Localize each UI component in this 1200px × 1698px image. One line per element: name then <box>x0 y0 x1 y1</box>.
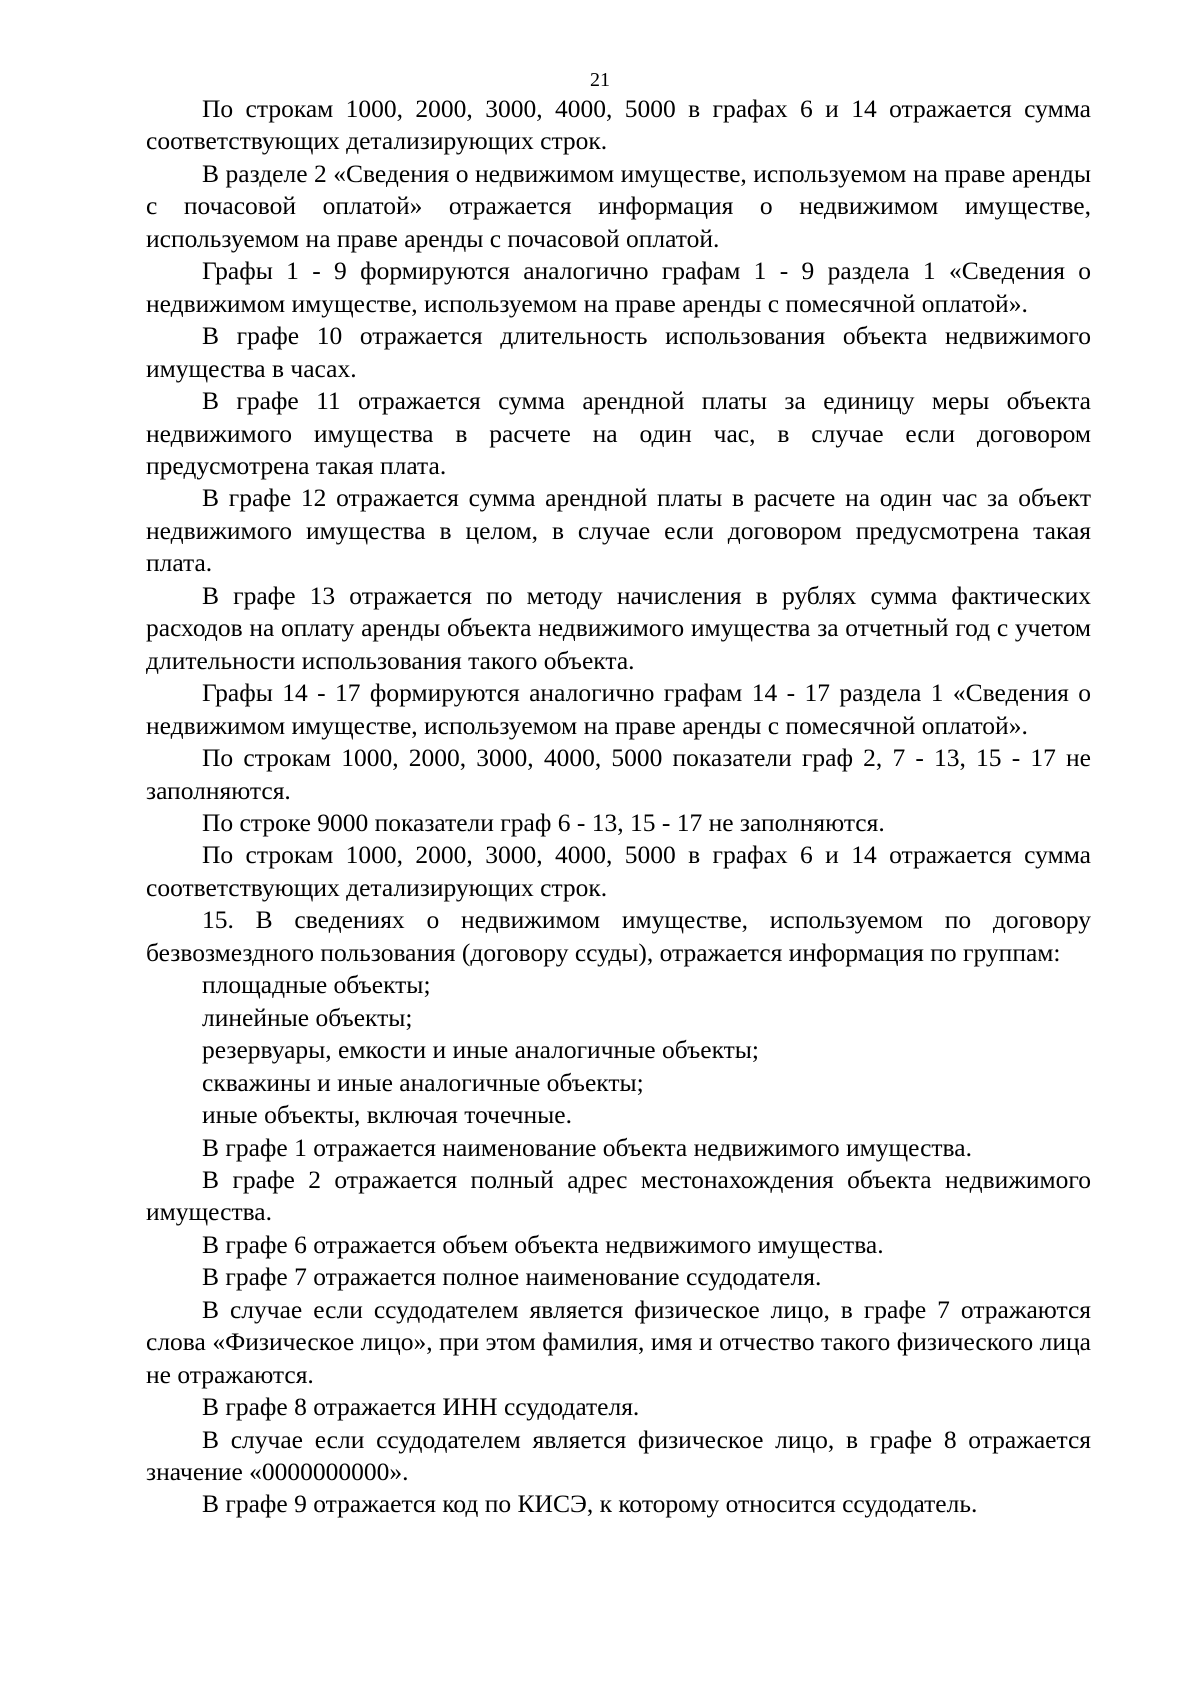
paragraph: По строкам 1000, 2000, 3000, 4000, 5000 показатели граф 2, 7 - 13, 15 - 17 не заполняются. <box>146 743 1091 805</box>
paragraph: 15. В сведениях о недвижимом имуществе, используемом по договору безвозмездного пользования (договору ссуды), отражается информация по группам: <box>146 905 1091 967</box>
paragraph: По строкам 1000, 2000, 3000, 4000, 5000 в графах 6 и 14 отражается сумма соответствующих детализирующих строк. <box>146 94 1091 156</box>
paragraph: В графе 6 отражается объем объекта недвижимого имущества. <box>202 1229 884 1259</box>
list-item: площадные объекты; <box>202 970 431 1000</box>
list-item: резервуары, емкости и иные аналогичные объекты; <box>202 1035 760 1065</box>
paragraph: В разделе 2 «Сведения о недвижимом имуществе, используемом на праве аренды с почасовой оплатой» отражается информация о недвижимом имуществе, используемом на праве аренды с почасовой оплатой. <box>146 158 1091 253</box>
paragraph: В графе 10 отражается длительность использования объекта недвижимого имущества в часах. <box>146 321 1091 383</box>
page-number: 21 <box>590 69 610 91</box>
document-body <box>146 93 1091 1521</box>
list-item: линейные объекты; <box>202 1002 413 1032</box>
paragraph: В графе 9 отражается код по КИСЭ, к которому относится ссудодатель. <box>202 1489 978 1519</box>
paragraph: В графе 13 отражается по методу начисления в рублях сумма фактических расходов на оплату аренды объекта недвижимого имущества за отчетный год с учетом длительности использования такого объекта. <box>146 580 1091 675</box>
paragraph: В случае если ссудодателем является физическое лицо, в графе 7 отражаются слова «Физическое лицо», при этом фамилия, имя и отчество такого физического лица не отражаются. <box>146 1294 1091 1389</box>
group-list <box>146 969 1091 1131</box>
paragraph: В графе 12 отражается сумма арендной платы в расчете на один час за объект недвижимого имущества в целом, в случае если договором предусмотрена такая плата. <box>146 483 1091 578</box>
paragraph: В графе 11 отражается сумма арендной платы за единицу меры объекта недвижимого имущества в расчете на один час, в случае если договором предусмотрена такая плата. <box>146 386 1091 480</box>
paragraph: В случае если ссудодателем является физическое лицо, в графе 8 отражается значение «0000000000». <box>146 1424 1091 1487</box>
paragraph: В графе 8 отражается ИНН ссудодателя. <box>202 1392 640 1422</box>
paragraph: Графы 14 - 17 формируются аналогично графам 14 - 17 раздела 1 «Сведения о недвижимом имуществе, используемом на праве аренды с помесячной оплатой». <box>146 678 1091 740</box>
paragraph: В графе 7 отражается полное наименование ссудодателя. <box>202 1262 822 1292</box>
paragraph: По строкам 1000, 2000, 3000, 4000, 5000 в графах 6 и 14 отражается сумма соответствующих детализирующих строк. <box>146 840 1091 902</box>
paragraph: Графы 1 - 9 формируются аналогично графам 1 - 9 раздела 1 «Сведения о недвижимом имуществе, используемом на праве аренды с помесячной оплатой». <box>146 256 1091 318</box>
list-item: иные объекты, включая точечные. <box>202 1100 572 1130</box>
paragraph: В графе 2 отражается полный адрес местонахождения объекта недвижимого имущества. <box>146 1164 1091 1227</box>
list-item: скважины и иные аналогичные объекты; <box>202 1067 644 1097</box>
paragraph: По строке 9000 показатели граф 6 - 13, 15 - 17 не заполняются. <box>202 807 885 837</box>
paragraph: В графе 1 отражается наименование объекта недвижимого имущества. <box>202 1132 972 1162</box>
